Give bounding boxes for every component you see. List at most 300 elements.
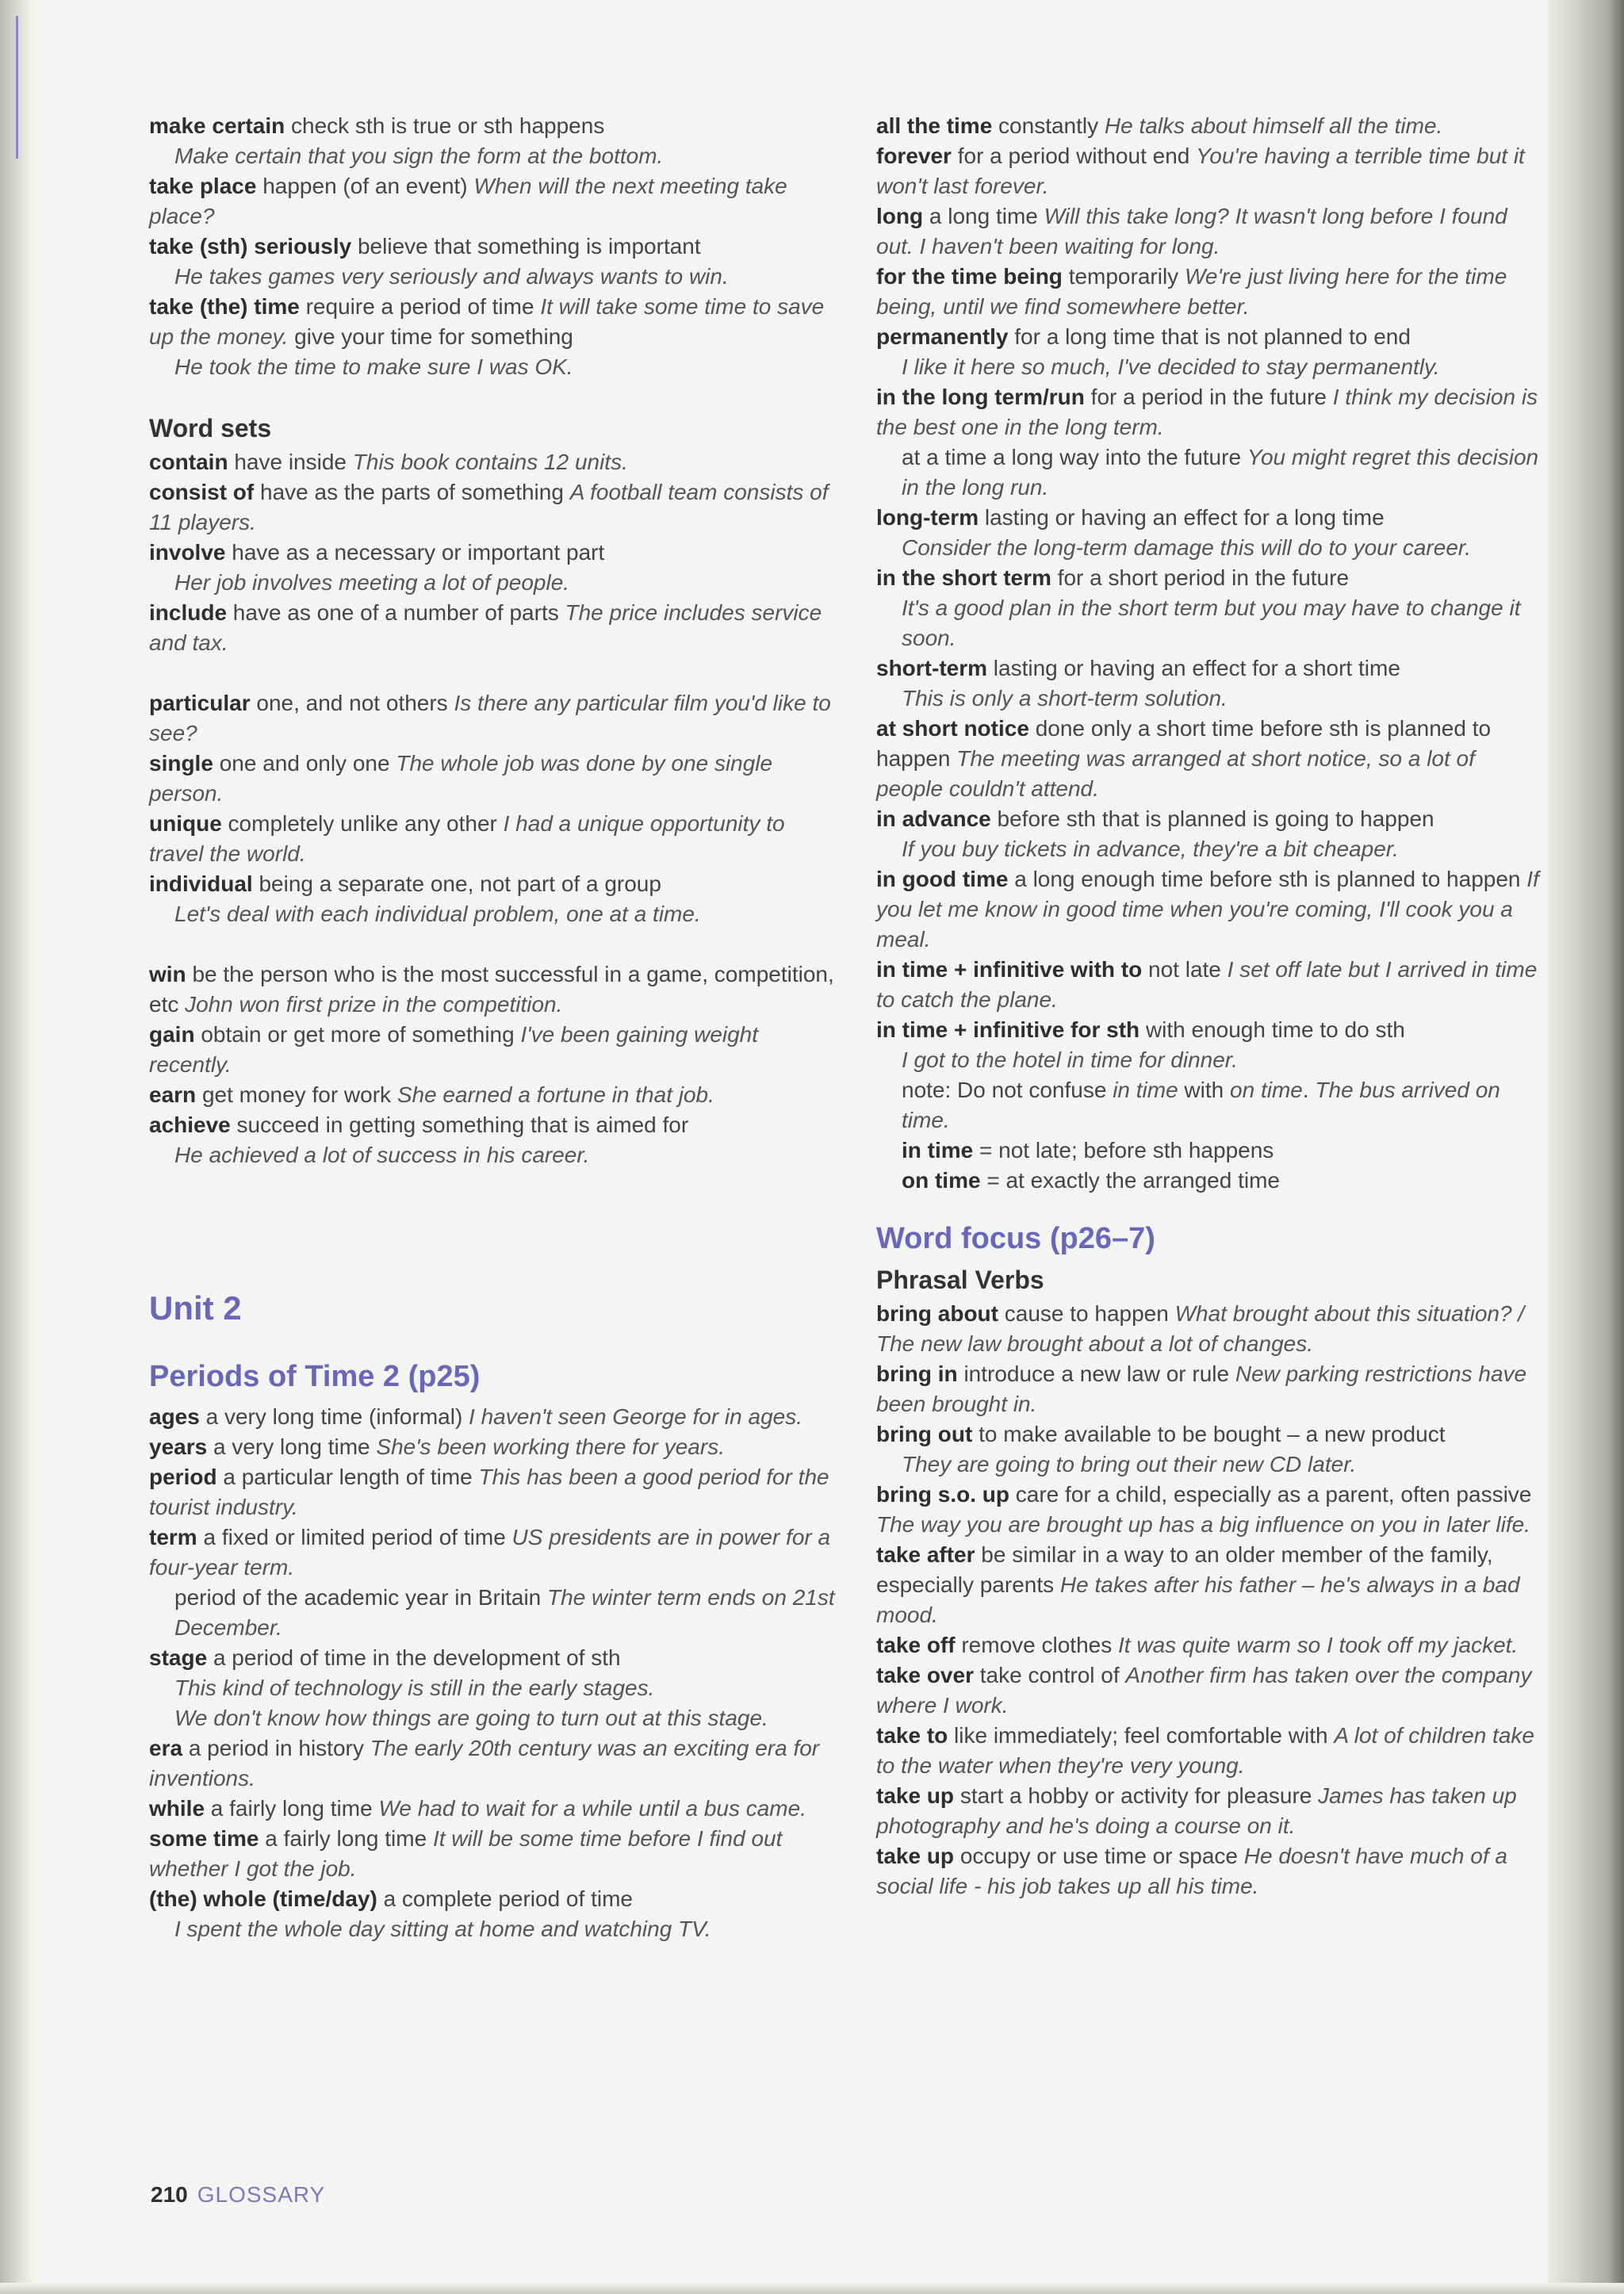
entry-first-line (149, 111, 839, 141)
page-curl-shadow (1548, 0, 1624, 2294)
entry-first-line (149, 292, 839, 352)
headword: long (876, 204, 924, 228)
glossary-entry (149, 477, 839, 538)
definition: be similar in a way to an older member of the family, especially parents (876, 1542, 1493, 1597)
example: If you let me know in good time when you're coming, I'll cook you a meal. (876, 867, 1539, 952)
definition: at a time a long way into the future (902, 445, 1247, 469)
entry-continuation (876, 533, 1542, 563)
entry-first-line (149, 1643, 839, 1673)
entry-first-line (876, 382, 1542, 442)
example: I set off late but I arrived in time to catch the plane. (876, 957, 1538, 1012)
glossary-group (149, 688, 839, 929)
glossary-entry (149, 598, 839, 658)
glossary-entry (876, 563, 1542, 653)
definition: being a separate one, not part of a group (259, 871, 661, 896)
glossary-entry (876, 322, 1542, 382)
entry-continuation (149, 141, 839, 171)
glossary-entry (149, 292, 839, 382)
example: She earned a fortune in that job. (396, 1082, 714, 1107)
glossary-entry (876, 653, 1542, 714)
definition: with (1178, 1078, 1231, 1102)
example: He achieved a lot of success in his career. (174, 1143, 590, 1167)
example: Will this take long? It wasn't long before I found out. I haven't been waiting for long. (876, 204, 1507, 259)
example: We're just living here for the time being, until we find somewhere better. (876, 264, 1507, 319)
entry-first-line (876, 1480, 1542, 1540)
definition: a very long time (213, 1434, 370, 1459)
headword: short-term (876, 656, 988, 680)
headword: bring about (876, 1301, 998, 1326)
definition: care for a child, especially as a parent, often passive (1015, 1482, 1532, 1507)
entry-continuation (876, 1075, 1542, 1136)
example: What brought about this situation? / The new law brought about a lot of changes. (876, 1301, 1525, 1356)
headword: take (sth) seriously (149, 234, 352, 259)
definition: not late (1148, 957, 1221, 982)
example: This has been a good period for the tourist industry. (149, 1465, 829, 1519)
entry-first-line (149, 1733, 839, 1794)
entry-first-line (149, 959, 839, 1020)
entry-continuation (149, 1703, 839, 1733)
entry-continuation (876, 684, 1542, 714)
section-heading-word-sets: Word sets (149, 414, 272, 442)
unit-heading: Unit 2 (149, 1289, 242, 1327)
definition: for a period in the future (1090, 385, 1327, 409)
glossary-entry (149, 447, 839, 477)
glossary-entry (876, 1480, 1542, 1540)
headword: bring out (876, 1422, 973, 1446)
entry-first-line (876, 1660, 1542, 1721)
definition: lasting or having an effect for a short time (993, 656, 1400, 680)
glossary-entry (876, 1660, 1542, 1721)
headword: in time + infinitive with to (876, 957, 1143, 982)
headword: in the short term (876, 565, 1051, 590)
headword: take to (876, 1723, 948, 1748)
entry-first-line (149, 1824, 839, 1884)
glossary-entry (876, 503, 1542, 563)
glossary-entry (149, 1462, 839, 1522)
entry-first-line (876, 322, 1542, 352)
example: I've been gaining weight recently. (149, 1022, 759, 1077)
example: It's a good plan in the short term but you may have to change it soon. (902, 596, 1521, 650)
entry-first-line (876, 804, 1542, 834)
entry-continuation (876, 1450, 1542, 1480)
entry-first-line (876, 111, 1542, 141)
glossary-entry (149, 688, 839, 749)
entry-first-line (149, 749, 839, 809)
example: New parking restrictions have been brought in. (876, 1361, 1527, 1416)
entry-continuation (149, 352, 839, 382)
definition: to make available to be bought – a new product (979, 1422, 1446, 1446)
definition: a complete period of time (383, 1886, 633, 1911)
definition: for a short period in the future (1057, 565, 1350, 590)
definition: get money for work (201, 1082, 392, 1107)
entry-first-line (149, 447, 839, 477)
headword: single (149, 751, 213, 776)
definition: be the person who is the most successful in a game, competition, etc (149, 962, 834, 1017)
entry-first-line (149, 1432, 839, 1462)
entry-first-line (876, 1015, 1542, 1045)
example: Another firm has taken over the company where I work. (876, 1663, 1532, 1718)
headword: take up (876, 1844, 955, 1868)
example: This book contains 12 units. (352, 450, 628, 474)
entry-first-line (876, 1359, 1542, 1419)
entry-first-line (149, 1402, 839, 1432)
headword: in time (902, 1138, 974, 1162)
example: I like it here so much, I've decided to stay permanently. (902, 354, 1440, 379)
glossary-entry (149, 1110, 839, 1170)
definition: a very long time (informal) (205, 1404, 463, 1429)
glossary-entry (149, 1402, 839, 1432)
headword: (the) whole (time/day) (149, 1886, 377, 1911)
headword: take off (876, 1633, 956, 1657)
example: Let's deal with each individual problem, one at a time. (174, 902, 701, 926)
entry-continuation (876, 834, 1542, 864)
entry-continuation (876, 593, 1542, 653)
definition: believe that something is important (357, 234, 701, 259)
example: US presidents are in power for a four-year term. (149, 1525, 831, 1580)
entry-first-line (149, 688, 839, 749)
glossary-entry (149, 1884, 839, 1944)
definition: start a hobby or activity for pleasure (959, 1783, 1312, 1808)
headword: in the long term/run (876, 385, 1085, 409)
glossary-entry (876, 714, 1542, 804)
glossary-entry (876, 201, 1542, 262)
entry-first-line (876, 563, 1542, 593)
glossary-entry (149, 1522, 839, 1643)
headword: bring in (876, 1361, 958, 1386)
page-bottom-shadow (0, 2283, 1624, 2294)
page-edge-mark (16, 16, 18, 159)
definition: one, and not others (256, 691, 448, 715)
headword: years (149, 1434, 208, 1459)
example: He doesn't have much of a social life - his job takes up all his time. (876, 1844, 1507, 1898)
example: She's been working there for years. (376, 1434, 725, 1459)
definition: have inside (234, 450, 347, 474)
glossary-entry (876, 1419, 1542, 1480)
example: The meeting was arranged at short notice, so a lot of people couldn't attend. (876, 746, 1475, 801)
glossary-group (876, 111, 1542, 1196)
definition: have as one of a number of parts (232, 600, 559, 625)
entry-first-line (149, 477, 839, 538)
headword: unique (149, 811, 222, 836)
entry-continuation (149, 1914, 839, 1944)
headword: long-term (876, 505, 979, 530)
definition: have as a necessary or important part (232, 540, 605, 565)
headword: earn (149, 1082, 197, 1107)
example: We don't know how things are going to turn out at this stage. (174, 1706, 768, 1730)
right-column (876, 111, 1542, 1901)
entry-continuation (876, 1136, 1542, 1166)
entry-first-line (876, 955, 1542, 1015)
glossary-entry (149, 1643, 839, 1733)
entry-continuation (149, 262, 839, 292)
entry-continuation (149, 1140, 839, 1170)
entry-first-line (876, 262, 1542, 322)
glossary-entry (876, 382, 1542, 503)
glossary-entry (876, 1015, 1542, 1196)
entry-continuation (149, 899, 839, 929)
entry-continuation (876, 352, 1542, 382)
headword: win (149, 962, 186, 986)
glossary-entry (149, 809, 839, 869)
glossary-entry (149, 538, 839, 598)
headword: at short notice (876, 716, 1029, 741)
headword: include (149, 600, 228, 625)
definition: a fixed or limited period of time (203, 1525, 506, 1549)
definition-2: give your time for something (294, 324, 573, 349)
entry-continuation (149, 1673, 839, 1703)
definition: completely unlike any other (228, 811, 497, 836)
headword: contain (149, 450, 228, 474)
headword: take up (876, 1783, 955, 1808)
headword: forever (876, 144, 952, 168)
entry-first-line (876, 503, 1542, 533)
headword: particular (149, 691, 251, 715)
entry-first-line (876, 1841, 1542, 1901)
glossary-entry (876, 1359, 1542, 1419)
definition: take control of (979, 1663, 1120, 1687)
example: A football team consists of 11 players. (149, 480, 829, 534)
glossary-group (876, 1299, 1542, 1901)
entry-first-line (149, 869, 839, 899)
headword: for the time being (876, 264, 1063, 289)
headword: gain (149, 1022, 195, 1047)
entry-first-line (876, 653, 1542, 684)
example: James has taken up photography and he's doing a course on it. (876, 1783, 1517, 1838)
example: This kind of technology is still in the early stages. (174, 1676, 655, 1700)
entry-first-line (149, 1020, 839, 1080)
headword: individual (149, 871, 253, 896)
entry-first-line (149, 598, 839, 658)
definition: a fairly long time (210, 1796, 373, 1821)
entry-first-line (149, 1794, 839, 1824)
example: This is only a short-term solution. (902, 686, 1228, 710)
headword: take (the) time (149, 294, 300, 319)
example: He talks about himself all the time. (1104, 113, 1443, 138)
definition: = not late; before sth happens (973, 1138, 1274, 1162)
glossary-entry (149, 959, 839, 1020)
example: You might regret this decision in the long run. (902, 445, 1539, 500)
entry-first-line (876, 1419, 1542, 1450)
example: on time (1230, 1078, 1303, 1102)
example: You're having a terrible time but it won't last forever. (876, 144, 1525, 198)
example: He takes after his father – he's always in a bad mood. (876, 1572, 1520, 1627)
example: They are going to bring out their new CD later. (902, 1452, 1357, 1476)
glossary-entry (876, 1721, 1542, 1781)
definition: happen (of an event) (262, 174, 468, 198)
section-heading-word-focus: Word focus (p26–7) (876, 1222, 1155, 1255)
glossary-group (149, 959, 839, 1170)
definition: a period in history (188, 1736, 364, 1760)
example: It was quite warm so I took off my jacket. (1118, 1633, 1519, 1657)
entry-continuation (876, 442, 1542, 503)
example: I think my decision is the best one in the long term. (876, 385, 1538, 439)
headword: era (149, 1736, 183, 1760)
headword: take place (149, 174, 257, 198)
example: The way you are brought up has a big influence on you in later life. (876, 1512, 1530, 1537)
example: Is there any particular film you'd like to see? (149, 691, 831, 745)
example: If you buy tickets in advance, they're a bit cheaper. (902, 837, 1399, 861)
definition: temporarily (1068, 264, 1179, 289)
headword: while (149, 1796, 205, 1821)
entry-first-line (149, 1884, 839, 1914)
glossary-entry (876, 864, 1542, 955)
example: in time (1113, 1078, 1178, 1102)
example: A lot of children take to the water when they're very young. (876, 1723, 1534, 1778)
definition: obtain or get more of something (201, 1022, 515, 1047)
entry-first-line (876, 714, 1542, 804)
example: Her job involves meeting a lot of people. (174, 570, 570, 595)
entry-continuation (876, 1045, 1542, 1075)
example: He takes games very seriously and always wants to win. (174, 264, 729, 289)
entry-first-line (876, 1781, 1542, 1841)
headword: in time + infinitive for sth (876, 1017, 1140, 1042)
example: We had to wait for a while until a bus came. (378, 1796, 806, 1821)
definition: for a period without end (957, 144, 1190, 168)
example: The whole job was done by one single person. (149, 751, 773, 806)
left-column (149, 111, 839, 1944)
definition: occupy or use time or space (959, 1844, 1238, 1868)
glossary-entry (149, 1733, 839, 1794)
entry-first-line (876, 1630, 1542, 1660)
definition: a long enough time before sth is planned to happen (1014, 867, 1521, 891)
entry-first-line (876, 1299, 1542, 1359)
example: I had a unique opportunity to travel the world. (149, 811, 785, 866)
glossary-entry (876, 1841, 1542, 1901)
definition: for a long time that is not planned to end (1014, 324, 1411, 349)
glossary-entry (149, 1020, 839, 1080)
glossary-entry (149, 1432, 839, 1462)
entry-continuation (876, 1166, 1542, 1196)
entry-first-line (876, 1721, 1542, 1781)
definition: with enough time to do sth (1145, 1017, 1405, 1042)
definition: a long time (929, 204, 1038, 228)
entry-first-line (149, 1110, 839, 1140)
definition: introduce a new law or rule (963, 1361, 1230, 1386)
definition: like immediately; feel comfortable with (954, 1723, 1328, 1748)
example: It will be some time before I find out whether I got the job. (149, 1826, 783, 1881)
glossary-entry (149, 1824, 839, 1884)
entry-first-line (149, 1080, 839, 1110)
example: I haven't seen George for in ages. (469, 1404, 802, 1429)
entry-first-line (149, 538, 839, 568)
definition: constantly (998, 113, 1099, 138)
headword: all the time (876, 113, 993, 138)
definition: remove clothes (961, 1633, 1113, 1657)
entry-first-line (149, 809, 839, 869)
entry-first-line (876, 141, 1542, 201)
headword: term (149, 1525, 197, 1549)
glossary-entry (876, 804, 1542, 864)
headword: in good time (876, 867, 1009, 891)
section-heading-periods: Periods of Time 2 (p25) (149, 1360, 481, 1393)
glossary-group (149, 111, 839, 382)
headword: achieve (149, 1113, 231, 1137)
headword: make certain (149, 113, 285, 138)
entry-first-line (876, 864, 1542, 955)
example: The price includes service and tax. (149, 600, 822, 655)
glossary-entry (876, 955, 1542, 1015)
headword: stage (149, 1645, 208, 1670)
page-footer (151, 2182, 325, 2208)
example: I spent the whole day sitting at home and watching TV. (174, 1917, 711, 1941)
example: When will the next meeting take place? (149, 174, 787, 228)
definition: = at exactly the arranged time (980, 1168, 1280, 1193)
page-binding-shadow (0, 0, 35, 2294)
example: The winter term ends on 21st December. (174, 1585, 835, 1640)
entry-continuation (149, 1583, 839, 1643)
glossary-entry (876, 1781, 1542, 1841)
headword: period (149, 1465, 217, 1489)
glossary-entry (149, 749, 839, 809)
entry-first-line (149, 1462, 839, 1522)
definition: . (1302, 1078, 1316, 1102)
definition: lasting or having an effect for a long time (984, 505, 1385, 530)
glossary-entry (876, 1540, 1542, 1630)
headword: permanently (876, 324, 1009, 349)
example: Consider the long-term damage this will do to your career. (902, 535, 1471, 560)
headword: in advance (876, 806, 991, 831)
glossary-entry (149, 171, 839, 232)
definition: succeed in getting something that is aimed for (236, 1113, 689, 1137)
example: The early 20th century was an exciting era for inventions. (149, 1736, 820, 1790)
entry-first-line (876, 1540, 1542, 1630)
glossary-entry (876, 1299, 1542, 1359)
definition: period of the academic year in Britain (174, 1585, 548, 1610)
headword: ages (149, 1404, 200, 1429)
definition: a particular length of time (223, 1465, 473, 1489)
footer-label: GLOSSARY (197, 2182, 326, 2207)
definition: one and only one (219, 751, 390, 776)
glossary-entry (876, 111, 1542, 141)
glossary-entry (149, 232, 839, 292)
definition: a period of time in the development of sth (213, 1645, 621, 1670)
headword: on time (902, 1168, 981, 1193)
definition: a fairly long time (265, 1826, 427, 1851)
definition: before sth that is planned is going to happen (997, 806, 1434, 831)
definition: require a period of time (305, 294, 534, 319)
definition: done only a short time before sth is planned to happen (876, 716, 1492, 771)
glossary-entry (876, 1630, 1542, 1660)
section-heading-phrasal-verbs: Phrasal Verbs (876, 1266, 1044, 1294)
headword: some time (149, 1826, 259, 1851)
headword: involve (149, 540, 226, 565)
definition: cause to happen (1004, 1301, 1169, 1326)
glossary-entry (876, 141, 1542, 201)
example: It will take some time to save up the money. (149, 294, 825, 349)
entry-first-line (149, 1522, 839, 1583)
definition: check sth is true or sth happens (291, 113, 605, 138)
page-number: 210 (151, 2182, 188, 2207)
entry-first-line (876, 201, 1542, 262)
entry-continuation (149, 568, 839, 598)
example: I got to the hotel in time for dinner. (902, 1047, 1238, 1072)
entry-first-line (149, 171, 839, 232)
example: He took the time to make sure I was OK. (174, 354, 573, 379)
definition: have as the parts of something (260, 480, 564, 504)
glossary-entry (149, 869, 839, 929)
glossary-entry (149, 1794, 839, 1824)
glossary-group (149, 447, 839, 658)
example: John won first prize in the competition. (185, 992, 563, 1017)
headword: consist of (149, 480, 255, 504)
entry-first-line (149, 232, 839, 262)
headword: bring s.o. up (876, 1482, 1009, 1507)
glossary-entry (876, 262, 1542, 322)
glossary-group (149, 1402, 839, 1944)
glossary-entry (149, 1080, 839, 1110)
glossary-entry (149, 111, 839, 171)
example: Make certain that you sign the form at the bottom. (174, 144, 664, 168)
